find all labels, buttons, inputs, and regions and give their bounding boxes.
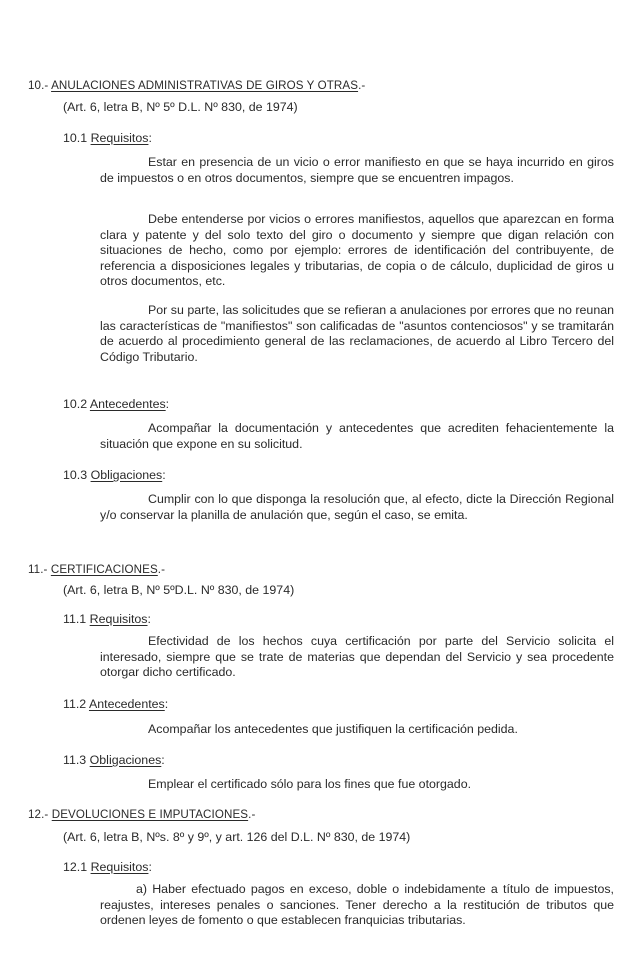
- section-11-heading: [28, 563, 165, 576]
- subsection-number: 10.1: [63, 131, 88, 145]
- subsection-number: 11.2: [63, 697, 87, 711]
- section-title-end: .-: [157, 563, 166, 576]
- subsection-title: Obligaciones: [89, 753, 162, 767]
- subsection-10-1-para-2: Debe entenderse por vicios o errores manifiestos, aquellos que aparezcan en forma clara y patente y del solo texto del giro o documento y siempre que digan relación con situaciones de hecho, como por ejemplo: errores de identificación del contribuyente, de referencia a disposiciones legales y tributarias, de copia o de cálculo, duplicidad de giros u otros documentos, etc.: [100, 212, 614, 289]
- subsection-10-1-para-3: Por su parte, las solicitudes que se refieran a anulaciones por errores que no reunan las características de "manifiestos" son calificadas de "asuntos contenciosos" y se tramitarán de acuerdo al procedimiento general de las reclamaciones, de acuerdo al Libro Tercero del Código Tributario.: [100, 303, 614, 364]
- subsection-number: 10.3: [63, 468, 88, 482]
- subsection-title: Requisitos: [90, 860, 149, 874]
- section-12-heading: [28, 808, 255, 821]
- subsection-10-3-para-1: Cumplir con lo que disponga la resolución que, al efecto, dicte la Dirección Regional y/o conservar la planilla de anulación que, según el caso, se emita.: [100, 492, 614, 522]
- subsection-10-3-heading: 10.3 Obligaciones:: [63, 468, 166, 482]
- subsection-title: Requisitos: [89, 612, 148, 626]
- subsection-11-1-heading: 11.1 Requisitos:: [63, 612, 151, 626]
- section-title-end: .-: [358, 79, 366, 92]
- section-title: ANULACIONES ADMINISTRATIVAS DE GIROS Y OTRAS: [51, 79, 359, 92]
- subsection-12-1-heading: 12.1 Requisitos:: [63, 860, 152, 874]
- subsection-title: Requisitos: [90, 131, 149, 145]
- subsection-10-2-heading: 10.2 Antecedentes:: [63, 397, 170, 411]
- subsection-number: 11.3: [63, 753, 87, 767]
- subsection-10-1-heading: 10.1 Requisitos:: [63, 131, 152, 145]
- subsection-number: 11.1: [63, 612, 87, 626]
- section-title: CERTIFICACIONES: [50, 563, 158, 576]
- section-number: 12.-: [28, 808, 49, 821]
- subsection-11-3-para-1: Emplear el certificado sólo para los fines que fue otorgado.: [148, 777, 472, 791]
- subsection-title: Antecedentes: [89, 397, 166, 411]
- subsection-title: Antecedentes: [88, 697, 165, 711]
- subsection-11-2-heading: 11.2 Antecedentes:: [63, 697, 169, 711]
- subsection-11-3-heading: 11.3 Obligaciones:: [63, 753, 165, 767]
- subsection-number: 10.2: [63, 397, 88, 411]
- section-title-end: .-: [248, 808, 256, 821]
- section-number: 10.-: [28, 79, 49, 92]
- subsection-title: Obligaciones: [90, 468, 163, 482]
- section-10-reference: (Art. 6, letra B, Nº 5º D.L. Nº 830, de 1974): [63, 100, 298, 114]
- subsection-11-1-para-1: Efectividad de los hechos cuya certificación por parte del Servicio solicita el interesado, siempre que se trate de materias que dependan del Servicio y sea procedente otorgar dicho certificado.: [100, 634, 614, 680]
- subsection-12-1-para-1: a) Haber efectuado pagos en exceso, doble o indebidamente a título de impuestos, reajustes, intereses penales o sanciones. Tener derecho a la restitución de tributos que ordenen leyes de fomento o que establecen franquicias tributarias.: [100, 882, 614, 928]
- subsection-11-2-para-1: Acompañar los antecedentes que justifiquen la certificación pedida.: [148, 722, 518, 736]
- section-number: 11.-: [28, 563, 48, 576]
- section-12-reference: (Art. 6, letra B, Nºs. 8º y 9º, y art. 126 del D.L. Nº 830, de 1974): [63, 830, 411, 844]
- subsection-10-2-para-1: Acompañar la documentación y antecedentes que acrediten fehacientemente la situación que expone en su solicitud.: [100, 421, 614, 451]
- subsection-10-1-para-1: Estar en presencia de un vicio o error manifiesto en que se haya incurrido en giros de impuestos o en otros documentos, siempre que se encuentren impagos.: [100, 155, 614, 185]
- section-11-reference: (Art. 6, letra B, Nº 5ºD.L. Nº 830, de 1974): [63, 583, 295, 597]
- subsection-number: 12.1: [63, 860, 88, 874]
- section-title: DEVOLUCIONES E IMPUTACIONES: [51, 808, 249, 821]
- section-10-heading: [28, 79, 365, 92]
